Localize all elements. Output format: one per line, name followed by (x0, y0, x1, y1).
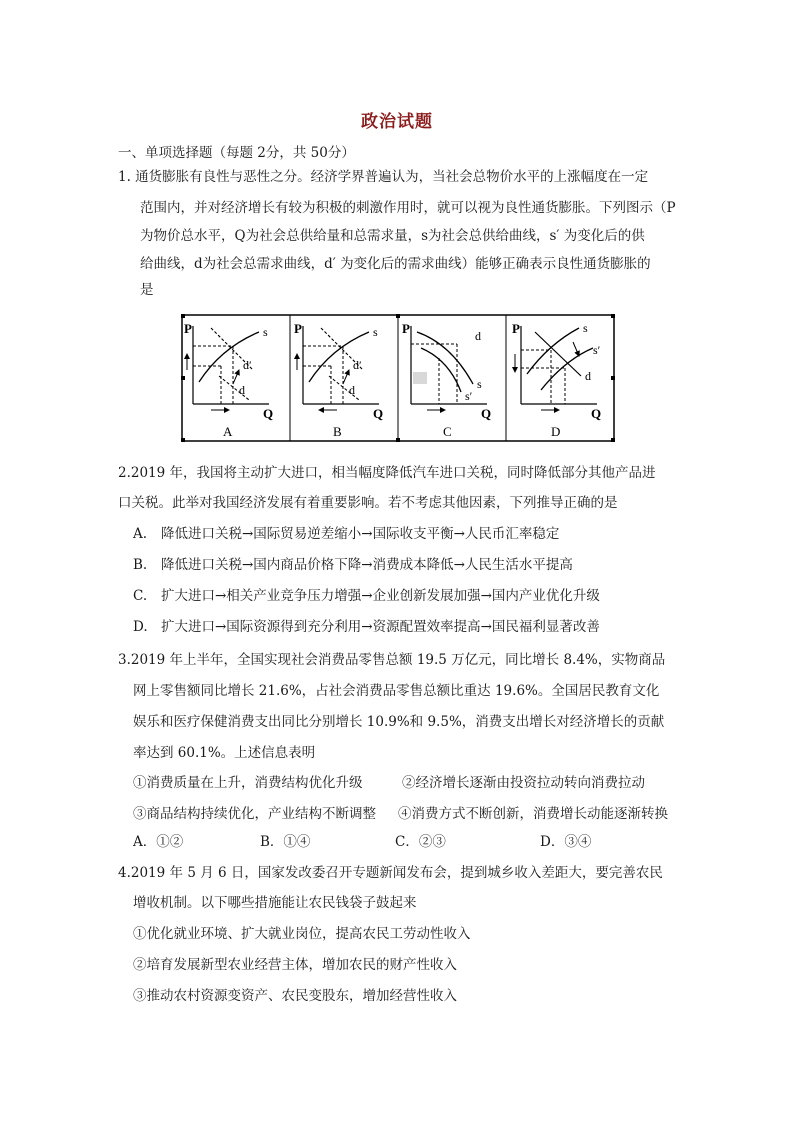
q1-line-5: 是 (140, 282, 154, 298)
q3-item-1: ①消费质量在上升，消费结构优化升级 (133, 775, 363, 791)
s-prime-label: s′ (593, 343, 601, 357)
q1-figure (181, 314, 615, 442)
section-heading: 一、单项选择题（每题 2分，共 50分） (118, 145, 355, 161)
option-text: 降低进口关税→国内商品价格下降→消费成本降低→人民生活水平提高 (161, 557, 573, 573)
axis-q-label: Q (373, 406, 384, 421)
q2-option-b[interactable] (133, 559, 573, 573)
q1-line-3: 为物价总水平，Q为社会总供给量和总需求量，s为社会总供给曲线，s′ 为变化后的供 (140, 228, 645, 244)
d-label: d (585, 369, 591, 383)
q4-item-3: ③推动农村资源变资产、农民变股东，增加经营性收入 (133, 988, 457, 1004)
panel-label-d: D (551, 424, 561, 439)
q3-item-3: ③商品结构持续优化，产业结构不断调整 (133, 806, 376, 822)
q2-option-a[interactable] (133, 528, 559, 542)
q3-choice-c[interactable]: C．②③ (395, 834, 446, 850)
q2-line-2: 口关税。此举对我国经济发展有着重要影响。若不考虑其他因素，下列推导正确的是 (118, 495, 618, 511)
supply-curve (199, 332, 259, 382)
s-label: s (373, 325, 378, 339)
option-letter: C. (133, 588, 148, 604)
option-text: 扩大进口→相关产业竞争压力增强→企业创新发展加强→国内产业优化升级 (161, 588, 600, 604)
d-label: d (239, 383, 245, 397)
q1-line-4: 给曲线，d为社会总需求曲线，d′ 为变化后的需求曲线）能够正确表示良性通货膨胀的 (140, 256, 651, 272)
option-text: 降低进口关税→国际贸易逆差缩小→国际收支平衡→人民币汇率稳定 (161, 526, 560, 542)
d-label: d (349, 383, 355, 397)
axis-q-label: Q (263, 406, 274, 421)
q3-line-3: 娱乐和医疗保健消费支出同比分别增长 10.9%和 9.5%，消费支出增长对经济增长的贡献 (133, 714, 665, 730)
q3-choice-a[interactable]: A．①② (133, 834, 184, 850)
option-text: 扩大进口→国际资源得到充分利用→资源配置效率提高→国民福利显著改善 (161, 619, 600, 635)
panel-a (184, 321, 273, 439)
axis-p-label: P (294, 321, 302, 336)
d-label: d (475, 329, 481, 343)
supply-demand-diagrams (181, 314, 615, 442)
panel-c (402, 321, 491, 439)
d-prime-label: d′ (243, 358, 252, 372)
option-letter: D. (133, 619, 148, 635)
s-label: s (583, 321, 588, 335)
panel-label-a: A (223, 424, 233, 439)
q3-item-4: ④消费方式不断创新，消费增长动能逐渐转换 (398, 806, 668, 822)
q3-line-1: 3.2019 年上半年，全国实现社会消费品零售总额 19.5 万亿元，同比增长 8.4%，实物商品 (118, 652, 666, 668)
q4-line-2: 增收机制。以下哪些措施能让农民钱袋子鼓起来 (133, 895, 417, 911)
s-label: s (263, 325, 268, 339)
axis-p-label: P (512, 321, 520, 336)
page-title: 政治试题 (361, 112, 433, 132)
panel-d (512, 321, 601, 439)
q2-line-1: 2.2019 年，我国将主动扩大进口，相当幅度降低汽车进口关税，同时降低部分其他产品进 (118, 465, 656, 481)
s-prime-label: s′ (465, 389, 473, 403)
q3-choice-d[interactable]: D．③④ (540, 834, 592, 850)
q1-line-1: 1. 通货膨胀有良性与恶性之分。经济学界普遍认为，当社会总物价水平的上涨幅度在一定 (118, 169, 649, 185)
q3-item-2: ②经济增长逐渐由投资拉动转向消费拉动 (402, 775, 645, 791)
axis-p-label: P (402, 321, 410, 336)
d-prime-label: d′ (353, 358, 362, 372)
q3-choice-b[interactable]: B．①④ (260, 834, 311, 850)
panel-label-c: C (443, 424, 452, 439)
q3-line-4: 率达到 60.1%。上述信息表明 (133, 745, 316, 761)
axis-p-label: P (184, 321, 192, 336)
option-letter: B. (133, 557, 148, 573)
q4-item-1: ①优化就业环境、扩大就业岗位，提高农民工劳动性收入 (133, 926, 471, 942)
axis-q-label: Q (591, 406, 602, 421)
s-label: s (477, 377, 482, 391)
axis-q-label: Q (481, 406, 492, 421)
q2-option-c[interactable] (133, 590, 600, 604)
q1-line-2: 范围内，并对经济增长有较为积极的刺激作用时，就可以视为良性通货膨胀。下列图示（P (140, 200, 676, 216)
panel-b (294, 321, 383, 439)
option-letter: A. (133, 526, 148, 542)
q2-option-d[interactable] (133, 621, 600, 635)
q3-line-2: 网上零售额同比增长 21.6%，占社会消费品零售总额比重达 19.6%。全国居民教育文化 (133, 683, 660, 699)
q4-line-1: 4.2019 年 5 月 6 日，国家发改委召开专题新闻发布会，提到城乡收入差距大，要完善农民 (118, 865, 663, 881)
panel-label-b: B (333, 424, 342, 439)
q4-item-2: ②培育发展新型农业经营主体，增加农民的财产性收入 (133, 957, 457, 973)
